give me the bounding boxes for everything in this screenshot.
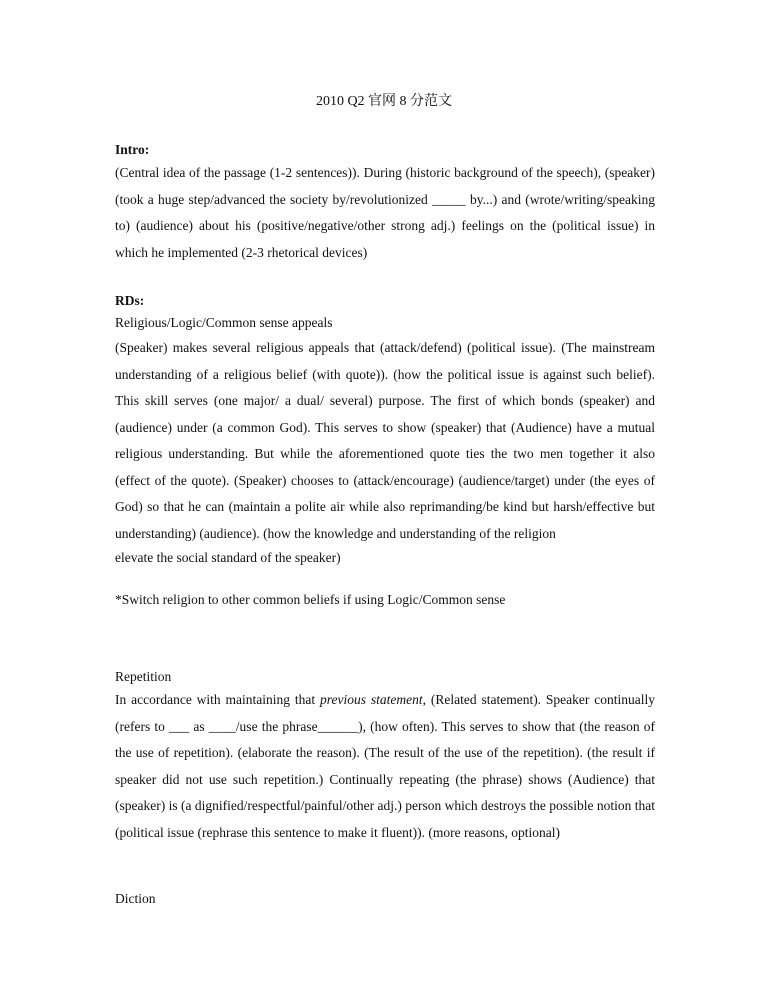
diction-heading: Diction [115,891,156,906]
intro-heading: Intro: [115,142,150,157]
rds-heading: RDs: [115,293,145,308]
repetition-heading: Repetition [115,669,172,684]
repetition-paragraph [115,687,655,846]
rds-subheading: Religious/Logic/Common sense appeals [115,315,333,330]
repetition-text-start: In accordance with maintaining that [115,692,321,707]
repetition-italic-phrase: previous statement [320,692,423,707]
rds-paragraph [115,335,655,568]
rds-note: *Switch religion to other common beliefs if using Logic/Common sense [115,592,506,607]
rds-paragraph-main: (Speaker) makes several religious appeals that (attack/defend) (political issue). (The mainstream understanding of a religious belief (with quote)). (how the political issue is against such belief). This skill serves (one major/ a dual/ several) purpose. The first of which bonds (speaker) and (audience) under (a common God). This serves to show (speaker) that (Audience) have a mutual religious understanding. But while the aforementioned quote ties the two men together it also (effect of the quote). (Speaker) chooses to (attack/encourage) (audience/target) under (the eyes of God) so that he can (maintain a polite air while also reprimanding/be kind but harsh/effective but understanding) (audience). (how the knowledge and understanding of the religion [115,340,655,541]
page-title: 2010 Q2 官网 8 分范文 [315,94,453,109]
repetition-text-rest: , (Related statement). Speaker continually (refers to ___ as ____/use the phrase______), (how often). This serves to show that (the reason of the use of repetition). (elaborate the reason). (The result of the use of the repetition). (the result if speaker did not use such repetition.) Continually repeating (the phrase) shows (Audience) that (speaker) is (a dignified/respectful/painful/other adj.) person which destroys the possible notion that (political issue (rephrase this sentence to make it fluent)). (more reasons, optional) [115,692,656,840]
rds-paragraph-end: elevate the social standard of the speaker) [115,550,341,565]
intro-paragraph: (Central idea of the passage (1-2 sentences)). During (historic background of the speech), (speaker) (took a huge step/advanced the society by/revolutionized _____ by...) and (wrote/writing/speaking to) (audience) about his (positive/negative/other strong adj.) feelings on the (political issue) in which he implemented (2-3 rhetorical devices) [115,165,655,260]
